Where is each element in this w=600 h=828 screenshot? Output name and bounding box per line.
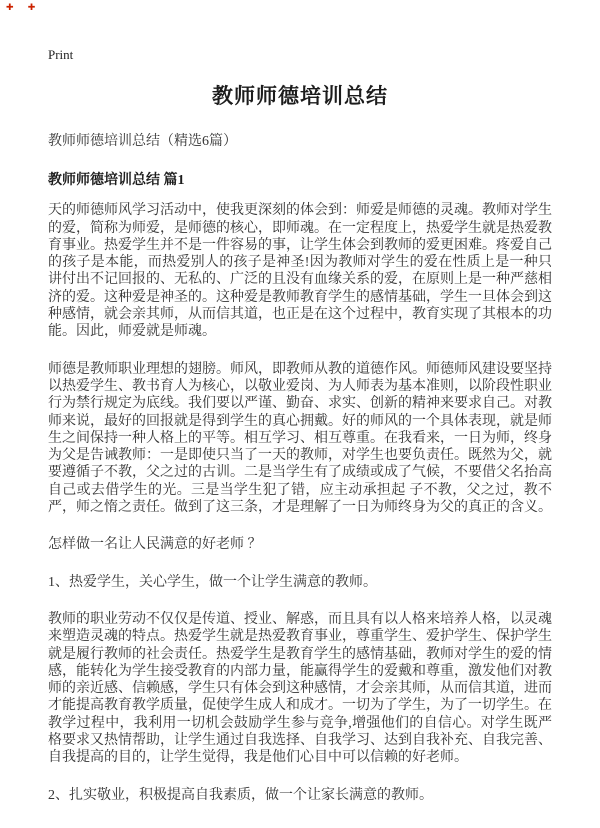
paragraph-1: 天的师德师风学习活动中，使我更深刻的体会到：师爱是师德的灵魂。教师对学生的爱，简称为师爱，是师德的核心，即师魂。在一定程度上，热爱学生就是热爱教育事业。热爱学生并不是一件容易的事，让学生体会到教师的爱更困难。疼爱自己的孩子是本能，而热爱别人的孩子是神圣!因为教师对学生的爱在性质上是一种只讲付出不记回报的、无私的、广泛的且没有血缘关系的爱，在原则上是一种严慈相济的爱。这种爱是神圣的。这种爱是教师教育学生的感情基础，学生一旦体会到这种感情，就会亲其师，从而信其道，也正是在这个过程中，教育实现了其根本的功能。因此，师爱就是师魂。 (48, 203, 552, 340)
document-subtitle: 教师师德培训总结（精选6篇） (48, 134, 237, 149)
page-title: 教师师德培训总结 (212, 84, 388, 108)
paragraph-3: 教师的职业劳动不仅仅是传道、授业、解惑，而且具有以人格来培养人格，以灵魂来塑造灵魂的特点。热爱学生就是热爱教育事业，尊重学生、爱护学生、保护学生就是履行教师的社会责任。热爱学生是教育学生的感情基础，教师对学生的爱的情感，能转化为学生接受教育的内部力量，能赢得学生的爱戴和尊重，激发他们对教师的亲近感、信赖感，学生只有体会到这种感情，才会亲其师，从而信其道，进而才能提高教育教学质量，促使学生成人和成才。一切为了学生，为了一切学生。在教学过程中，我利用一切机会鼓励学生参与竞争,增强他们的自信心。对学生既严格要求又热情帮助，让学生通过自我选择、自我学习、达到自我补充、自我完善、自我提高的目的，让学生觉得，我是他们心目中可以信赖的好老师。 (48, 611, 552, 766)
paragraph-2: 师德是教师职业理想的翅膀。师风，即教师从教的道德作风。师德师风建设要坚持以热爱学生、教书育人为核心，以敬业爱岗、为人师表为基本准则，以阶段性职业行为禁行规定为底线。我们要以严谨、勤奋、求实、创新的精神来要求自己。对教师来说，最好的回报就是得到学生的真心拥戴。好的师风的一个具体表现，就是师生之间保持一种人格上的平等。相互学习、相互尊重。在我看来，一日为师，终身为父是告诫教师：一是即使只当了一天的教师，对学生也要负责任。既然为父，就要遵循子不教，父之过的古训。二是当学生有了成绩或成了气候，不要借父名抬高自己或去借学生的光。三是当学生犯了错，应主动承担起 子不教，父之过，教不严，师之惰之责任。做到了这三条，才是理解了一日为师终身为父的真正的含义。 (48, 361, 552, 516)
red-mark-icon: ✚ ✚ (6, 2, 42, 12)
section-heading: 教师师德培训总结 篇1 (48, 173, 185, 189)
question-line: 怎样做一名让人民满意的好老师 ？ (48, 537, 262, 553)
list-item-2: 2、扎实敬业，积极提高自我素质，做一个让家长满意的教师。 (48, 787, 433, 803)
list-item-1: 1、热爱学生，关心学生，做一个让学生满意的教师。 (48, 574, 377, 590)
print-link[interactable]: Print (48, 47, 74, 62)
